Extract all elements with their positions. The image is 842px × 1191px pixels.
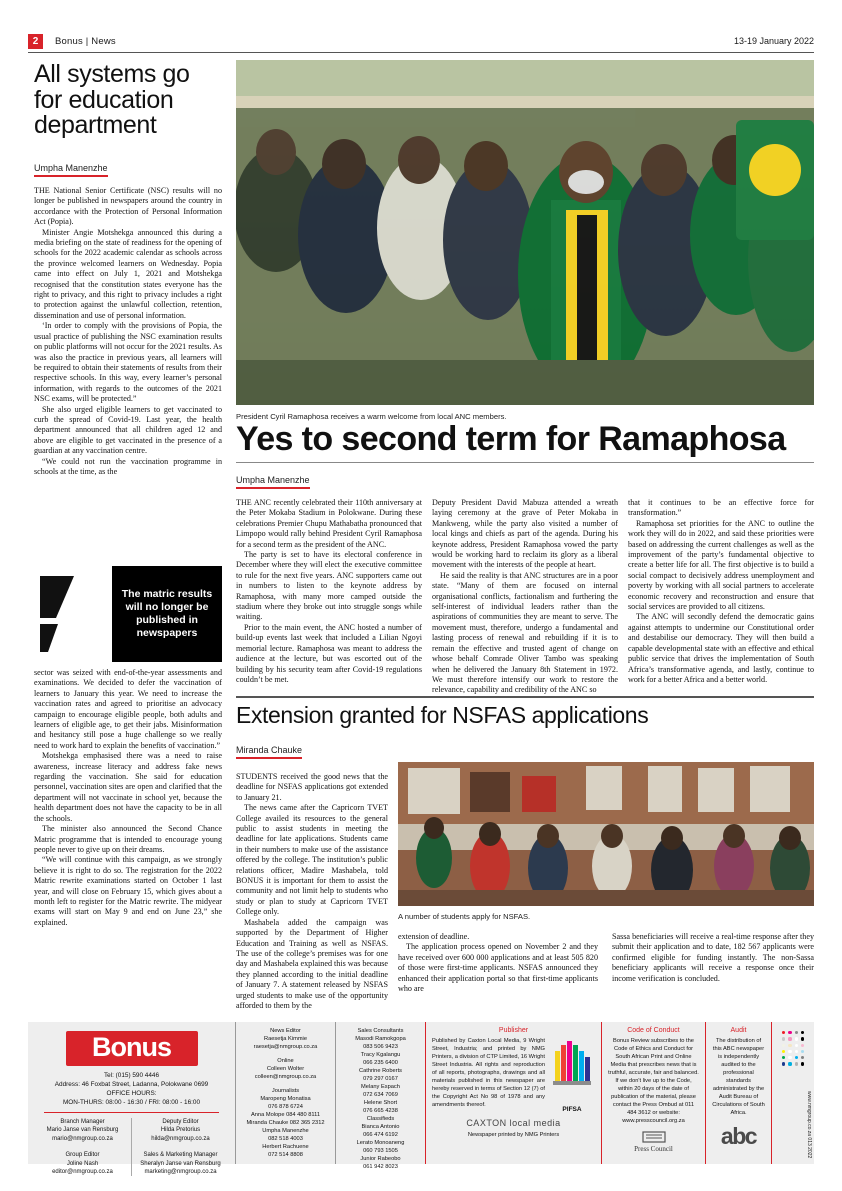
sales-entry: Helene Short	[363, 1100, 398, 1106]
issue-date: 13-19 January 2022	[733, 36, 814, 46]
paragraph: The party is set to have its electoral conference in December where they will elect the executive committee to rule for the next five years. ANC supporters came out in numbers to listen to the keynote address by Ramaphosa, with many more camped outside the stadium where they broke out into struggle songs while waiting.	[236, 550, 422, 622]
bonus-logo: Bonus	[66, 1031, 198, 1066]
office-hours-label: OFFICE HOURS:	[106, 1090, 157, 1097]
office-hours: MON-THURS: 08:00 - 16:30 / FRI: 08:00 - 16:00	[62, 1099, 201, 1106]
paragraph: STUDENTS received the good news that the deadline for NSFAS applications got extended to January 21.	[236, 772, 388, 802]
staff-role: Group Editor	[65, 1152, 100, 1159]
online-heading: Online	[277, 1058, 294, 1064]
newsdesk-name: Raesetja Kimmie	[264, 1036, 307, 1042]
sales-entry: Masodi Ramokgopa	[355, 1036, 406, 1042]
colour-swatch	[788, 1056, 791, 1059]
journalist-entry: 076 878 6724	[268, 1104, 303, 1110]
sales-entry: Tracy Kgalangu	[360, 1052, 401, 1058]
office-tel: Tel: (015) 590 4446	[103, 1072, 160, 1079]
colour-swatch	[788, 1037, 791, 1040]
education-headline: All systems go for education department	[34, 60, 190, 139]
paragraph: Mashabela added the campaign was supported by the Department of Higher Education and Training as well as NSFAS. The use of the college’s premises was for one day and Mashabela explained this was because they planned according to the initial deadline of January 7. A statement released by NSFAS urged students to make use of the opportunity afforded to them by the	[236, 917, 388, 1010]
paragraph: that it continues to be an effective force for transformation.”	[628, 498, 814, 518]
sales-entry: 079 297 0167	[363, 1076, 398, 1082]
hero-photo-caption: President Cyril Ramaphosa receives a warm welcome from local ANC members.	[236, 412, 507, 421]
paragraph: Minister Angie Motshekga announced this during a media briefing on the state of readiness for the opening of schools for the 2022 academic calendar as schools across the province welcomed learners on Wednesday. Popia came into effect on July 1, 2021 and Motshekga recognised that the constitution states everyone has the right to privacy, and this right to privacy includes a right to protection against the unlawful collection, retention, dissemination and use of personal information.	[34, 227, 222, 320]
colour-swatch	[801, 1031, 804, 1034]
hero-photo	[236, 60, 814, 405]
footer-colour-bar	[772, 1022, 814, 1164]
audit-heading: Audit	[730, 1027, 747, 1034]
colour-swatch-grid	[778, 1027, 808, 1070]
ramaphosa-column-1	[236, 498, 422, 693]
printer-note: Newspaper printed by NMG Printers	[467, 1132, 560, 1138]
ramaphosa-body	[236, 498, 816, 693]
nsfas-photo-caption: A number of students apply for NSFAS.	[398, 912, 531, 921]
journalist-entry: Miranda Chauke 082 365 2312	[246, 1120, 325, 1126]
paragraph: The ANC will secondly defend the democratic gains against attempts to undermine our Constitutional order and destabilise our democracy. They will then build a capable developmental state with an effective and ethical public service that drives the implementation of South Africa’s transformative agenda, and lastly, continue to work for a better Africa and a better world.	[628, 612, 814, 684]
footer-contact-block	[28, 1022, 236, 1176]
footer-code-block	[602, 1022, 706, 1164]
nsfas-byline-wrap	[236, 740, 302, 765]
colour-swatch	[782, 1056, 785, 1059]
staff-column-left	[34, 1118, 132, 1176]
ramaphosa-column-3	[628, 498, 814, 693]
sales-entry: 060 793 1505	[363, 1148, 398, 1154]
pifsa-logo	[549, 1037, 595, 1114]
colour-swatch	[801, 1062, 804, 1065]
colour-swatch	[795, 1062, 798, 1065]
colour-swatch	[782, 1031, 785, 1034]
ramaphosa-column-2	[432, 498, 618, 693]
sales-entry: Melany Espach	[361, 1084, 400, 1090]
colour-swatch	[801, 1056, 804, 1059]
staff-email[interactable]: hilda@nmgroup.co.za	[151, 1135, 210, 1142]
sales-entry: 083 506 9423	[363, 1044, 398, 1050]
sales-entry: 072 634 7069	[363, 1092, 398, 1098]
sales-entry: 066 235 6400	[363, 1060, 398, 1066]
colour-swatch	[788, 1050, 791, 1053]
colour-swatch	[795, 1050, 798, 1053]
nsfas-column-1	[236, 772, 388, 1011]
quote-mark-icon	[34, 566, 104, 662]
staff-role: Branch Manager	[60, 1119, 105, 1125]
sales-heading: Sales Consultants	[357, 1028, 404, 1034]
paragraph: extension of deadline.	[398, 932, 470, 941]
ramaphosa-byline: Umpha Manenzhe	[236, 475, 310, 489]
code-of-conduct-heading: Code of Conduct	[627, 1027, 680, 1034]
newsdesk-email[interactable]: raesetja@nmgroup.co.za	[253, 1044, 318, 1050]
paragraph: ‘In order to comply with the provisions of Popia, the usual practice of publishing the NSC examination results on public platforms will not occur for the 2021 results. As was also the practice in previous years, all learners will be required to obtain their statements of results from their respective schools. In this way, every learner’s personal information, with regards to the outcomes of the 2021 NSC exams, will be protected.”	[34, 321, 222, 404]
masthead-divider	[28, 52, 814, 53]
education-body-part2	[34, 668, 222, 928]
sales-entry: 076 665 4238	[363, 1108, 398, 1114]
colour-swatch	[788, 1044, 791, 1047]
section-label: Bonus | News	[55, 35, 116, 47]
page-number-badge: 2	[28, 34, 43, 49]
journalist-entry: Maropeng Monatisa	[260, 1096, 311, 1102]
staff-name: Sheralyn Janse van Rensburg	[140, 1160, 221, 1167]
code-of-conduct-text: Bonus Review subscribes to the Code of Ethics and Conduct for South African Print and Online Media that prescribes news that is truthful, accurate, fair and balanced. If we don't live up to the Code, within 20 days of the date of publication of the material, please contact the Press Ombud at 011 484 3612 or website:	[608, 1038, 699, 1116]
paragraph: “We could not run the vaccination programme in schools at the time, as the	[34, 456, 222, 476]
ramaphosa-headline: Yes to second term for Ramaphosa	[236, 420, 786, 458]
journalist-entry: Herbert Rachuene	[262, 1144, 309, 1150]
pifsa-label: PIFSA	[562, 1106, 582, 1113]
journalist-entry: Anna Molope 084 480 8111	[250, 1112, 321, 1118]
staff-email[interactable]: editor@nmgroup.co.za	[52, 1169, 113, 1176]
paragraph: The application process opened on November 2 and they have received over 600 000 applications and at least 505 820 of those were first-time applicants. NSFAS announced they enhanced their application portal so that first-time applicants who are	[398, 942, 598, 994]
office-address: Address: 46 Foxbat Street, Ladanna, Polokwane 0699	[54, 1081, 209, 1088]
sales-entry: 066 474 6192	[363, 1132, 398, 1138]
education-byline: Umpha Manenzhe	[34, 163, 108, 177]
caxton-logo: CAXTON local media	[466, 1118, 561, 1128]
paragraph: Ramaphosa set priorities for the ANC to outline the work they will do in 2022, and said these priorities were based on addressing the current challenges as well as the improvement of the party’s fundamental objective to create a better life for all. The first objective is to build a social compact to decisively address unemployment and poverty by working with all social partners to accelerate economic recovery and reconstruction and ensure that social services are provided to all citizens.	[628, 518, 814, 612]
online-email[interactable]: colleen@nmgroup.co.za	[254, 1074, 317, 1080]
paragraph: The news came after the Capricorn TVET College availed its resources to the general public to assist students in meeting the deadline for late applications. Students came in their numbers to make use of the assistance offered by the college. The institution’s public relations officer, Madire Mashabela, told BONUS it is important for them to assist the community and not limit help to students who study or plan to study at Capricorn TVET College only.	[236, 803, 388, 917]
paragraph: “We will continue with this campaign, as we strongly believe it is right to do so. The registration for the 2022 Matric rewrite examinations started on October 1 last year, and will close on February 15, which gives about a month left to register for the Matric rewrite. The midyear exams will start on May 9 and end on June 23,” she explained.	[34, 855, 222, 927]
sales-entry: Lerato Monoaneng	[356, 1140, 405, 1146]
journalist-entry: Umpha Manenzhe	[262, 1128, 309, 1134]
staff-email[interactable]: mario@nmgroup.co.za	[52, 1135, 113, 1142]
staff-name: Joline Nash	[66, 1160, 99, 1167]
nsfas-headline: Extension granted for NSFAS applications	[236, 702, 649, 728]
paragraph: She also urged eligible learners to get vaccinated to curb the spread of Covid-19. Last year, the health department announced that all children aged 12 and above are eligible to get vaccinated in the presence of a guardian at any vaccination centre.	[34, 404, 222, 456]
colour-swatch	[795, 1031, 798, 1034]
publisher-text: Published by Caxton Local Media, 9 Wright Street, Industria; and printed by NMG Printers, a division of CTP Limited, 16 Wright Street Industria. All rights and reproduction of all reports, photographs, drawings and all materials published in this newspaper are hereby reserved in terms of Section 12 (7) of the Copyright Act No 98 of 1978 and any amendments thereof.	[432, 1038, 545, 1108]
colour-swatch	[801, 1037, 804, 1040]
press-council-logo	[608, 1129, 699, 1154]
sales-entry: 061 942 8023	[363, 1164, 398, 1170]
staff-column-right	[132, 1118, 229, 1176]
footer-publisher-block	[426, 1022, 602, 1164]
pull-quote-text: The matric results will no longer be published in newspapers	[121, 588, 213, 639]
nsfas-column-2	[398, 932, 598, 994]
press-council-label: Press Council	[634, 1145, 673, 1153]
footer-audit-block	[706, 1022, 772, 1164]
paragraph: THE National Senior Certificate (NSC) results will no longer be published in newspapers around the country in accordance with the Protection of Personal Information Act (Popia).	[34, 186, 222, 227]
nsfas-column-3	[612, 932, 814, 984]
colour-swatch	[782, 1044, 785, 1047]
newsdesk-heading: News Editor	[270, 1028, 301, 1034]
sales-entry: Cathrine Roberts	[359, 1068, 402, 1074]
colour-swatch	[782, 1062, 785, 1065]
staff-role: Sales & Marketing Manager	[143, 1152, 218, 1159]
paragraph: Deputy President David Mabuza attended a wreath laying ceremony at the grave of Peter Mokaba in Mankweng, while the party also visited a number of local kings and chiefs as part of the agenda. During his keynote address, President Ramaphosa vowed the party would be working hard to reclaim its glory as a liberal movement with the interests of the people at heart.	[432, 498, 618, 570]
colour-swatch	[801, 1050, 804, 1053]
ramaphosa-divider	[236, 462, 814, 463]
staff-email[interactable]: marketing@nmgroup.co.za	[144, 1169, 217, 1176]
colour-swatch	[782, 1050, 785, 1053]
staff-name: Mario Janse van Rensburg	[46, 1127, 119, 1134]
masthead	[28, 28, 814, 54]
education-byline-wrap	[34, 158, 108, 183]
paragraph: He said the reality is that ANC structures are in a poor state. “Many of them are focused on internal organisational conflicts, factionalism and furthering the self-interest of individual leaders rather than the aspirations of communities they are meant to serve. The movement must, therefore, undergo a fundamental and lasting process of renewal and rebuilding if it is to remain the effective and trusted agent of change on whose behalf Comrade Oliver Tambo was speaking when he delivered the January 8th Statement in 1972. We must therefore intensify our work to restore the relevance, capability and credibility of the ANC so	[432, 570, 618, 695]
online-name: Colleen Wolter	[266, 1066, 305, 1072]
press-council-website[interactable]: www.presscouncil.org.za	[622, 1118, 685, 1124]
colour-swatch	[795, 1037, 798, 1040]
colour-swatch	[782, 1037, 785, 1040]
colour-swatch	[795, 1044, 798, 1047]
nsfas-photo	[398, 762, 814, 906]
audit-text: The distribution of this ABC newspaper is independently audited to the professional standards administrated by the Audit Bureau of Circulations of South Africa.	[712, 1038, 765, 1116]
education-body-part1	[34, 186, 222, 477]
paragraph: Prior to the main event, the ANC hosted a number of build-up events last week that included a Lilian Ngoyi memorial lecture. Ramaphosa was meant to address the audience at the lecture, but was escorted out of the building by his security team after Covid-19 regulations couldn’t be met.	[236, 622, 422, 684]
footer-newsdesk-block	[236, 1022, 336, 1164]
footer-rule	[44, 1112, 219, 1113]
footer-colophon	[28, 1022, 814, 1176]
colour-bar-label: www.nmgroup.co.za 013 2022	[806, 1090, 812, 1158]
paragraph: The minister also announced the Second Chance Matric programme that is intended to encourage young people never to give up on their dreams.	[34, 824, 222, 854]
abc-logo: abc	[720, 1123, 757, 1149]
sales-entry: Junior Rabeobo	[360, 1156, 401, 1162]
pull-quote	[112, 566, 222, 662]
ramaphosa-byline-wrap	[236, 470, 310, 495]
sales-entry: Bianca Antonio	[361, 1124, 400, 1130]
paragraph: sector was seized with end-of-the-year assessments and examinations. We decided to defer the vaccination of learners to January this year. We need to increase the vaccination rates and agreed to prioritise an advocacy campaign to encourage eligible people, both adults and learners of eligible age, to get their jabs. Misinformation and hesitancy still pose a huge challenge so we really need to work hard to explain the benefits of vaccination.”	[34, 668, 222, 750]
colour-swatch	[788, 1031, 791, 1034]
colour-swatch	[795, 1056, 798, 1059]
staff-role: Deputy Editor	[162, 1119, 199, 1125]
staff-name: Hilda Pretorius	[160, 1127, 201, 1134]
footer-staff-grid	[34, 1118, 229, 1176]
paragraph: Motshekga emphasised there was a need to raise awareness, increase literacy and address fake news regarding the vaccination. She said for education personnel, vaccination sites are open and clarified that the department will not vaccinate in school yet, because the health department does not have the capacity to be in all the schools.	[34, 751, 222, 823]
colour-swatch	[788, 1062, 791, 1065]
colour-swatch	[801, 1044, 804, 1047]
journalist-entry: 072 514 8808	[268, 1152, 303, 1158]
publisher-heading: Publisher	[498, 1027, 529, 1034]
sales-entry: Classifieds	[366, 1116, 395, 1122]
journalist-entry: 082 518 4003	[268, 1136, 303, 1142]
paragraph: THE ANC recently celebrated their 110th anniversary at the Peter Mokaba Stadium in Polokwane. During these celebrations Premier Chupu Mathabatha pronounced that Limpopo would rally behind President Cyril Ramaphosa for a second term as the president of the ANC.	[236, 498, 422, 549]
paragraph: Sassa beneficiaries will receive a real-time response after they submit their application and to date, 182 567 applicants were confirmed eligible for funding instantly. The non-Sassa beneficiary applicants will receive a response once their income verification is concluded.	[612, 932, 814, 983]
nsfas-divider	[236, 696, 814, 698]
journalists-heading: Journalists	[271, 1088, 300, 1094]
nsfas-byline: Miranda Chauke	[236, 745, 302, 759]
footer-sales-block	[336, 1022, 426, 1170]
